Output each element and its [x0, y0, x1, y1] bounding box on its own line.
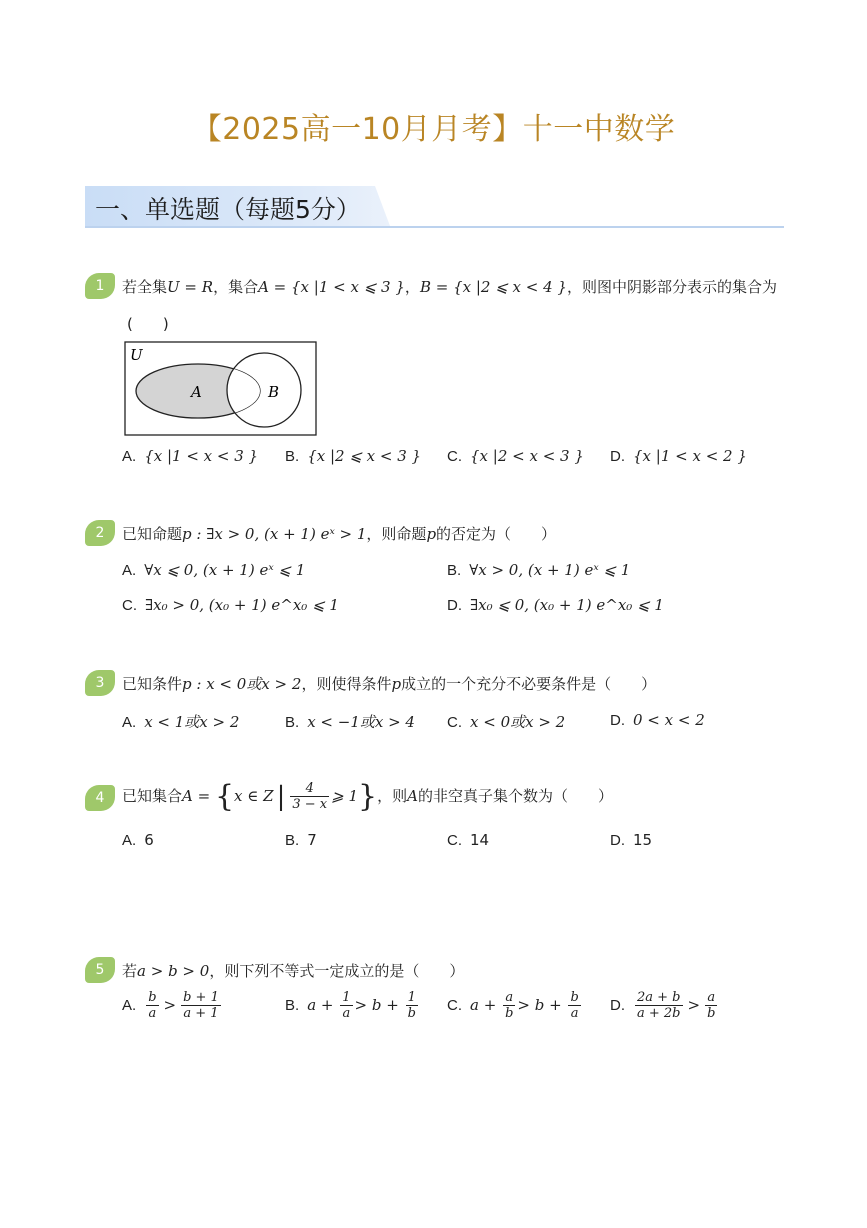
option-a[interactable]: A. ∀x ⩽ 0, (x + 1) eˣ ⩽ 1	[122, 561, 306, 579]
option-d[interactable]: D. $\frac{2a + b}{a + 2b}$ > $\frac{a}{b}$	[610, 990, 716, 1021]
option-b[interactable]: B. {x |2 ⩽ x < 3 }	[285, 447, 422, 465]
set-brace-left: {	[214, 779, 235, 814]
option-b[interactable]: B. 7	[285, 831, 317, 849]
question-stem: 已知集合A = {x ∈ Z | $\frac{4}{3 - x}$ ⩾ 1}，则A的非空真子集个数为（ ）	[122, 779, 613, 814]
question-number-badge: 5	[85, 957, 115, 983]
option-d[interactable]: D. ∃x₀ ⩽ 0, (x₀ + 1) e^x₀ ⩽ 1	[447, 596, 664, 614]
question-number-badge: 1	[85, 273, 115, 299]
option-d[interactable]: D. 0 < x < 2	[610, 711, 705, 729]
question-number-badge: 3	[85, 670, 115, 696]
question-stem: 已知命题p : ∃x > 0, (x + 1) eˣ > 1，则命题p的否定为（ ）	[122, 525, 557, 543]
question-stem: 已知条件p : x < 0或x > 2，则使得条件p成立的一个充分不必要条件是（ ）	[122, 675, 657, 693]
question-number-badge: 2	[85, 520, 115, 546]
option-d[interactable]: D. {x |1 < x < 2 }	[610, 447, 747, 465]
option-a[interactable]: A. {x |1 < x < 3 }	[122, 447, 259, 465]
section-title: 一、单选题（每题5分）	[95, 195, 361, 224]
option-b[interactable]: B. x < −1或x > 4	[285, 713, 415, 731]
question-stem: 若a > b > 0，则下列不等式一定成立的是（ ）	[122, 962, 465, 980]
venn-diagram	[124, 341, 319, 438]
option-c[interactable]: C. a + $\frac{a}{b}$ > b + $\frac{b}{a}$	[447, 990, 579, 1021]
question-number-badge: 4	[85, 785, 115, 811]
option-c[interactable]: C. ∃x₀ > 0, (x₀ + 1) e^x₀ ⩽ 1	[122, 596, 339, 614]
option-b[interactable]: B. ∀x > 0, (x + 1) eˣ ⩽ 1	[447, 561, 631, 579]
universe-label: U	[130, 346, 143, 364]
fraction: $\frac{4}{3 - x}$	[292, 781, 328, 812]
option-a[interactable]: A. 6	[122, 831, 154, 849]
set-b-label: B	[268, 383, 280, 401]
option-b[interactable]: B. a + $\frac{1}{a}$ > b + $\frac{1}{b}$	[285, 990, 416, 1021]
question-stem: 若全集U = R，集合A = {x |1 < x ⩽ 3 }，B = {x |2 ⩽ x < 4 }，则图中阴影部分表示的集合为	[122, 278, 777, 296]
document-title: 【2025高一10月月考】十一中数学	[191, 112, 676, 147]
set-brace-right: }	[358, 779, 378, 814]
option-d[interactable]: D. 15	[610, 831, 653, 849]
option-c[interactable]: C. x < 0或x > 2	[447, 713, 566, 731]
option-a[interactable]: A. $\frac{b}{a}$ > $\frac{b + 1}{a + 1}$	[122, 990, 219, 1021]
option-c[interactable]: C. {x |2 < x < 3 }	[447, 447, 584, 465]
answer-blank: ( )	[127, 315, 169, 333]
option-c[interactable]: C. 14	[447, 831, 490, 849]
section-divider	[85, 226, 784, 228]
set-a-label: A	[191, 383, 202, 401]
option-a[interactable]: A. x < 1或x > 2	[122, 713, 240, 731]
set-divider: |	[276, 781, 286, 812]
